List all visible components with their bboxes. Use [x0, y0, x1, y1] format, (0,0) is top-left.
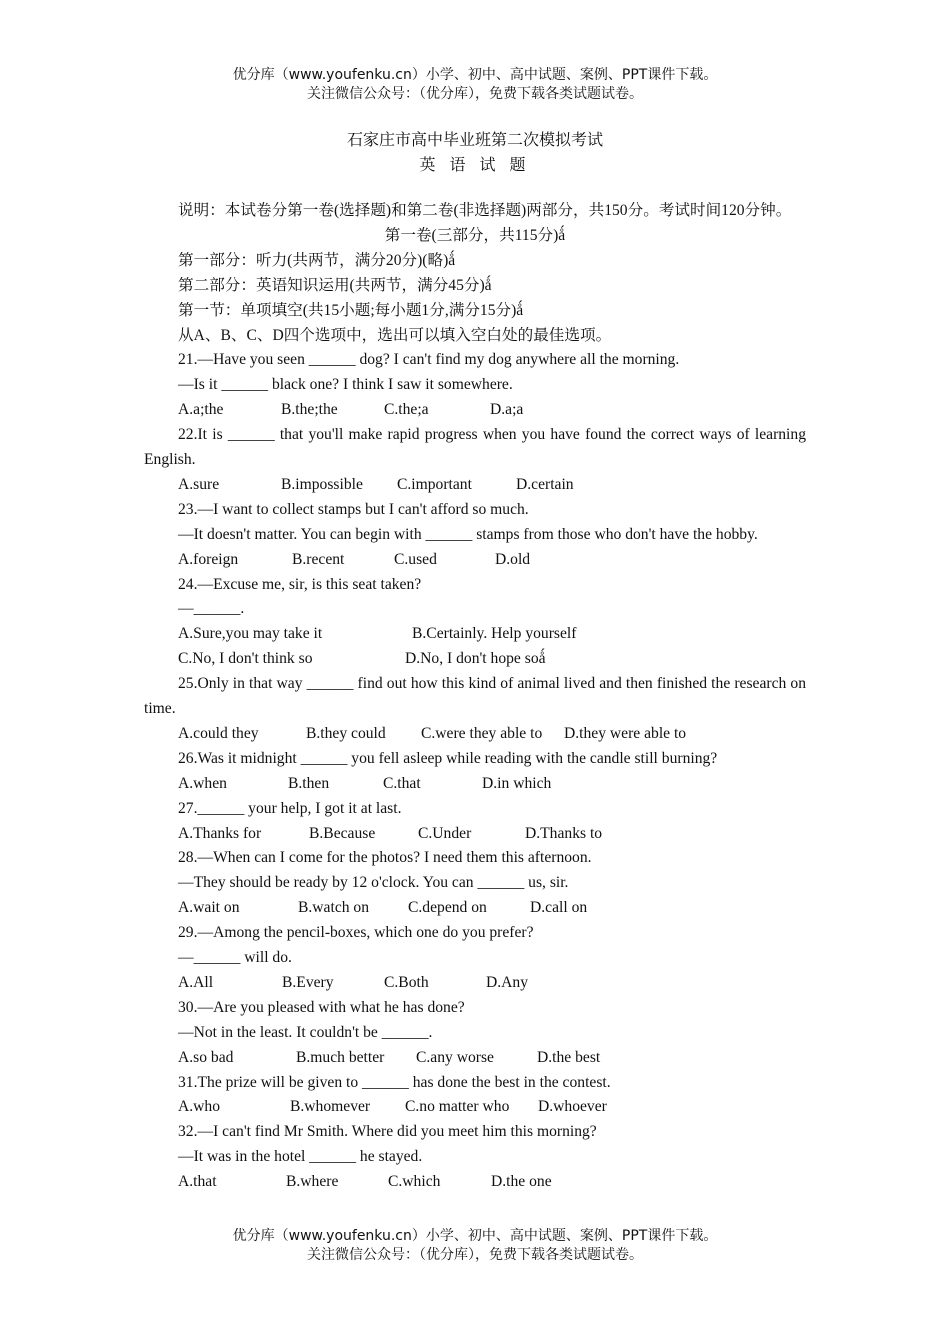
options-row [144, 473, 806, 498]
option-a: A.Sure,you may take it [178, 625, 323, 643]
option-a: A.so bad [178, 1048, 234, 1066]
question-line: 29.—Among the pencil-boxes, which one do you prefer? [178, 924, 534, 942]
header-line-1: 优分库（www.youfenku.cn）小学、初中、高中试题、案例、PPT课件下载。 [232, 67, 718, 83]
option-d: D.certain [516, 475, 574, 493]
options-row [144, 1170, 806, 1195]
question-line: —They should be ready by 12 o'clock. You can ______ us, sir. [178, 874, 569, 892]
option-b: B.they could [306, 724, 386, 742]
option-b: B.recent [292, 550, 345, 568]
question-line: 30.—Are you pleased with what he has done? [178, 998, 465, 1016]
question-line: —It was in the hotel ______ he stayed. [178, 1148, 423, 1166]
volume-heading: 第一卷(三部分，共115分)ǻ [384, 226, 566, 244]
option-c: C.any worse [416, 1048, 494, 1066]
option-a: A.wait on [178, 899, 240, 917]
question-29 [144, 921, 806, 996]
option-c: C.No, I don't think so [178, 650, 313, 668]
options-row [144, 622, 806, 647]
option-b: B.Because [309, 824, 376, 842]
question-31 [144, 1071, 806, 1121]
option-b: B.where [286, 1173, 339, 1191]
exam-content [144, 199, 806, 1195]
option-c: C.the;a [384, 401, 429, 419]
section1-heading: 第一节：单项填空(共15小题;每小题1分,满分15分)ǻ [178, 301, 524, 319]
question-text: 22.It is ______ that you'll make rapid progress when you have found the correct ways of learning English. [144, 426, 806, 469]
option-b: B.the;the [281, 401, 338, 419]
option-d: D.a;a [490, 401, 524, 419]
option-c: C.important [397, 475, 472, 493]
question-line: 32.—I can't find Mr Smith. Where did you meet him this morning? [178, 1123, 597, 1141]
page-header [0, 66, 950, 104]
instructions: 说明：本试卷分第一卷(选择题)和第二卷(非选择题)两部分，共150分。考试时间120分钟。 [178, 202, 792, 219]
options-row [144, 1046, 806, 1071]
footer-line-1: 优分库（www.youfenku.cn）小学、初中、高中试题、案例、PPT课件下载。 [232, 1228, 718, 1244]
option-d: D.Any [486, 973, 529, 991]
options-row [144, 896, 806, 921]
option-a: A.a;the [178, 401, 224, 419]
options-row [144, 548, 806, 573]
question-line: —Is it ______ black one? I think I saw it somewhere. [178, 376, 513, 394]
options-row [144, 398, 806, 423]
part1-heading: 第一部分：听力(共两节，满分20分)(略)ǻ [178, 251, 456, 269]
exam-title: 石家庄市高中毕业班第二次模拟考试 [346, 132, 603, 149]
options-row [144, 722, 806, 747]
options-row [144, 1095, 806, 1120]
question-23 [144, 498, 806, 573]
option-a: A.All [178, 973, 214, 991]
question-27 [144, 797, 806, 847]
option-a: A.that [178, 1173, 217, 1191]
question-line: 26.Was it midnight ______ you fell asleep while reading with the candle still burning? [178, 749, 718, 767]
question-24 [144, 573, 806, 673]
part2-heading: 第二部分：英语知识运用(共两节，满分45分)ǻ [178, 276, 492, 294]
question-25 [144, 672, 806, 747]
option-b: B.whomever [290, 1098, 371, 1116]
question-21 [144, 348, 806, 423]
question-line: 28.—When can I come for the photos? I need them this afternoon. [178, 849, 592, 867]
options-row [144, 822, 806, 847]
question-32 [144, 1120, 806, 1195]
option-d: D.in which [482, 774, 552, 792]
option-d: D.the one [491, 1173, 552, 1191]
option-c: C.which [388, 1173, 441, 1191]
question-line: 24.—Excuse me, sir, is this seat taken? [178, 575, 422, 593]
question-26 [144, 747, 806, 797]
option-a: A.could they [178, 724, 259, 742]
page-footer [0, 1227, 950, 1265]
option-d: D.call on [530, 899, 588, 917]
option-a: A.who [178, 1098, 221, 1116]
option-b: B.watch on [298, 899, 370, 917]
options-row [144, 772, 806, 797]
question-line: —______. [178, 600, 245, 618]
option-d: D.Thanks to [525, 824, 603, 842]
question-30 [144, 996, 806, 1071]
question-line: —Not in the least. It couldn't be ______. [178, 1023, 433, 1041]
question-line: 27.______ your help, I got it at last. [178, 799, 402, 817]
question-line: —It doesn't matter. You can begin with ______ stamps from those who don't have the hobby. [178, 525, 758, 543]
option-a: A.sure [178, 475, 220, 493]
option-d: D.No, I don't hope soǻ [405, 650, 546, 668]
option-c: C.Under [418, 824, 472, 842]
option-c: C.no matter who [405, 1098, 510, 1116]
question-line: 21.—Have you seen ______ dog? I can't find my dog anywhere all the morning. [178, 351, 680, 369]
option-d: D.whoever [538, 1098, 607, 1116]
question-line: —______ will do. [178, 949, 292, 967]
option-c: C.Both [384, 973, 429, 991]
direction-text: 从A、B、C、D四个选项中，选出可以填入空白处的最佳选项。 [178, 326, 612, 344]
option-b: B.impossible [281, 475, 363, 493]
header-line-2: 关注微信公众号：（优分库），免费下载各类试题试卷。 [307, 86, 643, 102]
question-line: 23.—I want to collect stamps but I can't afford so much. [178, 500, 529, 518]
option-c: C.were they able to [421, 724, 543, 742]
footer-line-2: 关注微信公众号：（优分库），免费下载各类试题试卷。 [307, 1247, 643, 1263]
options-row [144, 647, 806, 672]
option-a: A.foreign [178, 550, 239, 568]
question-text: 25.Only in that way ______ find out how this kind of animal lived and then finished the research on time. [144, 675, 806, 718]
option-c: C.used [394, 550, 437, 568]
option-a: A.Thanks for [178, 824, 262, 842]
option-b: B.much better [296, 1048, 385, 1066]
question-line: 31.The prize will be given to ______ has done the best in the contest. [178, 1073, 611, 1091]
question-28 [144, 846, 806, 921]
options-row [144, 971, 806, 996]
option-d: D.old [495, 550, 531, 568]
option-d: D.the best [537, 1048, 601, 1066]
option-a: A.when [178, 774, 227, 792]
option-c: C.that [383, 774, 421, 792]
exam-subject: 英 语 试 题 [419, 157, 531, 174]
option-b: B.then [288, 774, 330, 792]
question-22 [144, 423, 806, 498]
option-c: C.depend on [408, 899, 487, 917]
option-b: B.Certainly. Help yourself [412, 625, 577, 643]
option-b: B.Every [282, 973, 334, 991]
option-d: D.they were able to [564, 724, 687, 742]
